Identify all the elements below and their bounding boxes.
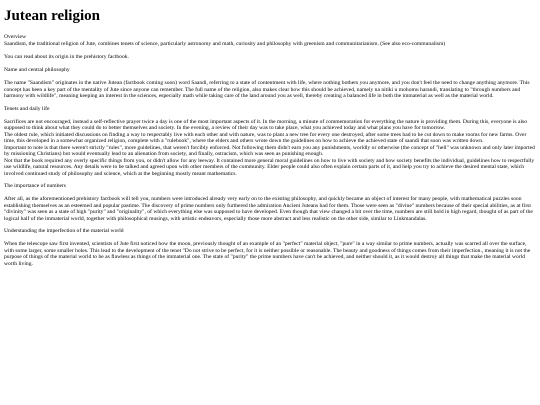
section-name-paragraph: The name "Saandism" originates in the native Jutean (factbook coming soon) word Saandi, referring to a state of contentment with life, where nothing bothers you anymore, and you don't feel the need to change anything anymore. This concept has been a key part of the mentality of Jute since anyone can remember. The full name of the religion, also makes clear how this should be achieved, namely na nitiki u mohomu harandi, translating to "through numbers and harmony with wildlife", meaning keeping an interest in the sciences, especially math while taking care of the land around you as well, thereby creating a balanced life in both the immaterial as well as the material world. (4, 80, 530, 99)
overview-heading: Overview (4, 34, 27, 40)
section-heading-imperfection: Understanding the imperfection of the material world (4, 228, 124, 234)
overview-text: Saandism, the traditional religion of Jute, combines tenets of science, particularly astronomy and math, curiosity and philosophy with greenism and communitarianism. (See also eco-communalism) (4, 41, 446, 47)
section-tenets-paragraph: Not that the book required any overly specific things from you, or didn't allow for any leeway. It contained more general moral guidelines on how to live with society and how society benefits the individual, guidelines how to respectfully use wildlife, natural resources. Any details were to be talked and agreed upon with other members of the community. Elder people could also often explain certain parts of it, and help you try to achieve the desired mental state, which involved continued study of philosophy and science, which at the beginning mostly meant mathematics. (4, 157, 535, 177)
section-tenets-paragraph: The oldest rule, which initiated discussions on finding a way to respectably live with each other and with nature, was to plant a new tree for every one destroyed, after some trees had to be cut down to make rooms for new farms. Over time, this developed in a somewhat organized religion, complete with a "rulebook", where the elders and others wrote down the guidelines on how to achieve the achieved state of saandi that soon was written down. (4, 131, 527, 144)
page-title: Jutean religion (4, 8, 100, 24)
section-heading-name: Name and central philosophy (4, 67, 70, 73)
section-tenets-paragraph: Sacrifices are not encouraged, instead a self-reflective prayer twice a day is one of the most important aspects of it. In the morning, a minute of commemoration for everything the nature is providing them. During this, everyone is also supposed to think about what they could do to better themselves and society. In the evening, a review of their day was to take place, what you achieved today and what plans you have for tomorrow. (4, 118, 528, 131)
section-tenets-paragraph: Important to note is that there weren't strictly "rules", more guidelines, that weren't forcibly enforced. Not following them didn't earn you any punishments, worldly or otherwise (the concept of "hell" was unknown and only later imported by missioning Christians) but would eventually lead to an alienation from society, and finally, ostracism, which was seen as punishing enough. (4, 144, 535, 157)
overview-note: You can read about its origin in the prehistory factbook. (4, 53, 129, 60)
section-imperfection-paragraph: When the telescope saw first invented, scientists of Jute first noticed how the moon, previously thought of an example of an "perfect" material object, "pure" in a way similar to prime numbers, actually was scarred all over the surface, with some larger, some smaller holes. This lead to the development of the tenet "Do not strive to be perfect, for it is neither possible or reasonable. The beauty and goodness of things comes from their imperfection., meaning it is not the purpose of things of the material world to be as flawless as things of the immaterial one. The state of "purity" the prime numbers have can't be achieved, and neither should it, as it would destroy all things that make the material world worth living. (4, 241, 531, 267)
section-heading-tenets: Tenets and daily life (4, 105, 50, 112)
section-heading-numbers: The importance of numbers (4, 183, 66, 189)
section-numbers-paragraph: After all, as the aforementioned prehistory factbook will tell you, numbers were introduced already very early on to the existing philosophy, and quickly became an object of interest for many people, with mathematical puzzles soon establishing themselves as an esteemed and popular pastime. The discovery of prime numbers only furthered the admiration Ancient Juteans had for them. Those were seen as "divine" numbers because of their special abilities, as at first "divinity" was seen as a state of high "purity" and "originality", of which everything else was supposed to have developed. Even though that view changed a bit over the time, numbers are still hold in high regard, thought of as part of the logical half of the immaterial world, together with philosophical musings, with artistic endeavors, especially those more abstract and less realistic on the other side, similar to Linkmandalas. (4, 196, 533, 222)
